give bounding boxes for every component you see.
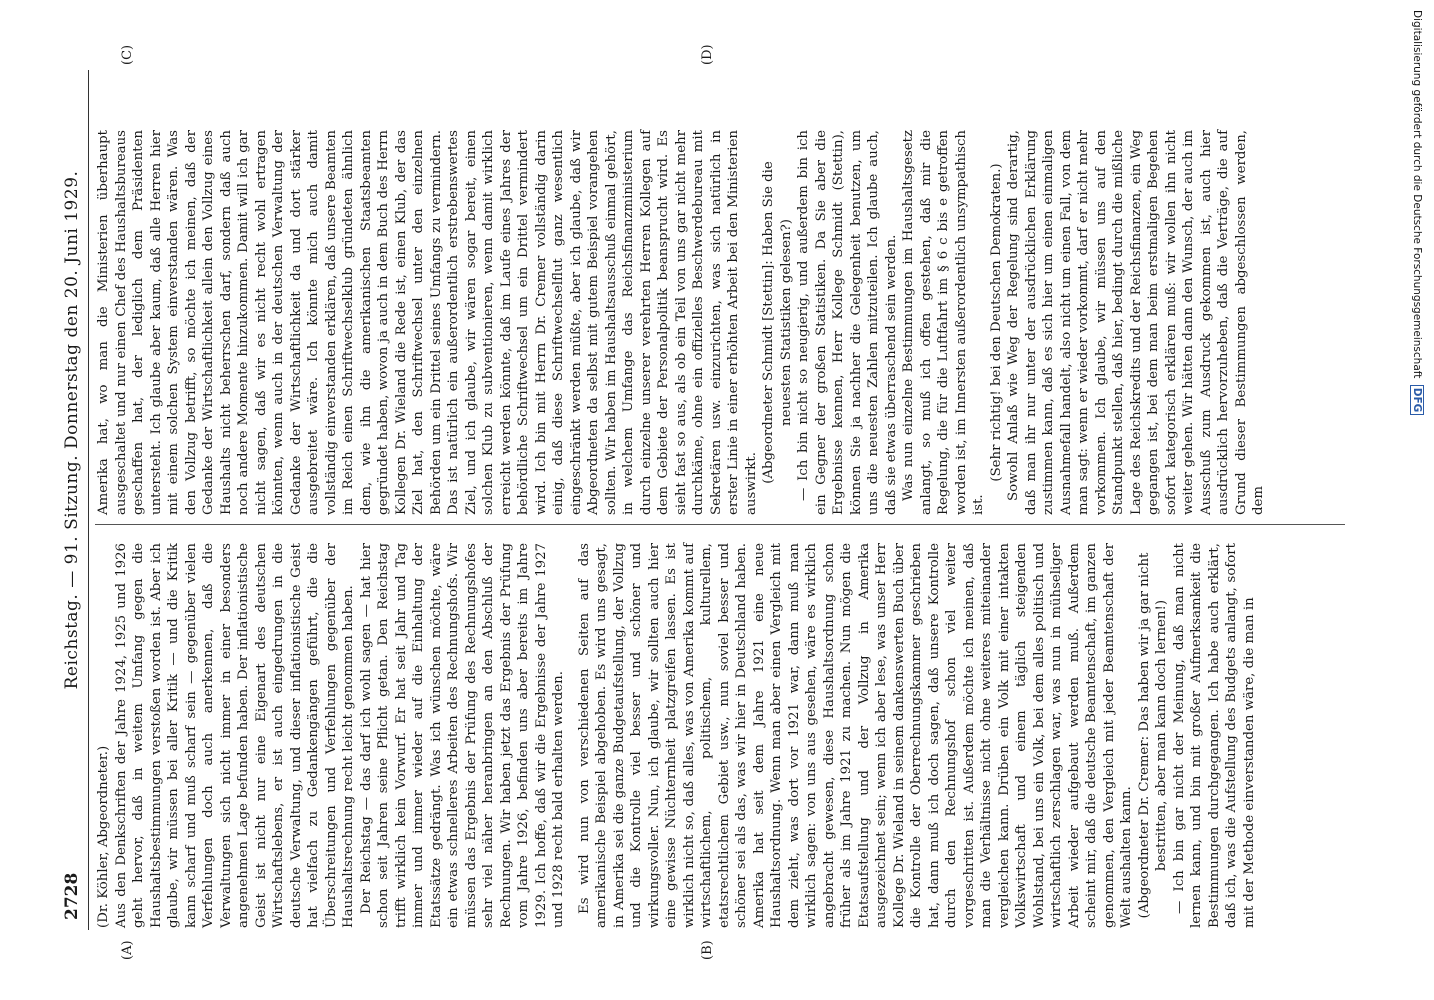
credit-text: Digitalisierung gefördert durch die Deutsche Forschungsgemeinschaft: [1411, 10, 1423, 379]
margin-marker-d: (D): [700, 44, 715, 65]
left-text-column: [95, 543, 1258, 928]
paragraph: (Sehr richtig! bei den Deutschen Demokraten.): [988, 163, 1004, 482]
dfg-logo: DFG: [1410, 385, 1424, 416]
paragraph: Sowohl Anlaß wie Weg der Regelung sind derartig, daß man ihr nur unter der ausdrücklichen Erklärung zustimmen kann, daß es sich hier um einen einmaligen Ausnahmefall handelt, also nicht um einen Fall, von dem man sagt: wenn er wieder vorkommt, darf er nicht mehr vorkommen. Ich glaube, wir müssen uns auf den Standpunkt stellen, daß hier, bedingt durch die mißliche Lage des Reichskredits und der Reichsfinanzen, ein Weg gegangen ist, bei dem man beim erstmaligen Begehen sofort kategorisch erklären muß: wir wollen ihn nicht weiter gehen. Wir hätten dann den Wunsch, der auch im Ausschuß zum Ausdruck gekommen ist, auch hier ausdrücklich hervorzuheben, daß die Verträge, die auf Grund dieser Bestimmungen abgeschlossen werden, dem: [1006, 130, 1266, 515]
paragraph: Was nun einzelne Bestimmungen im Haushaltsgesetz anlangt, so muß ich offen gestehen, daß mir die Regelung, die für die Luftfahrt im § 6 c bis e getroffen worden ist, im Innersten außerordentlich unsympathisch ist.: [901, 130, 986, 515]
paragraph: — Ich bin gar nicht der Meinung, daß man nicht lernen kann, und bin mit großer Aufmerksamkeit die Bestimmungen durchgegangen. Ich habe auch erklärt, daß ich, was die Aufstellung des Budgets anlangt, sofort mit der Methode einverstanden wäre, die man in: [1171, 543, 1257, 928]
margin-marker-c: (C): [120, 44, 135, 65]
column-divider: [95, 524, 1345, 525]
margin-marker-b: (B): [700, 940, 715, 960]
paragraph: Aus den Denkschriften der Jahre 1924, 1925 und 1926 geht hervor, daß in weitem Umfang gegen die Haushaltsbestimmungen verstoßen worden ist. Aber ich glaube, wir müssen bei aller Kritik — und die Kritik kann scharf und muß scharf sein — gegenüber vielen Verfehlungen doch auch anerkennen, daß die Verwaltungen sich nicht immer in einer besonders angenehmen Lage befunden haben. Der inflationistische Geist ist nicht nur eine Eigenart des deutschen Wirtschaftslebens, er ist auch eingedrungen in die deutsche Verwaltung, und dieser inflationistische Geist hat vielfach zu Gedankengängen geführt, die die Überschreitungen und Verfehlungen gegenüber der Haushaltsrechnung recht leicht genommen haben.: [113, 543, 356, 928]
paragraph: (Abgeordneter Schmidt [Stettin]: Haben Sie die neuesten Statistiken gelesen?): [761, 161, 794, 484]
paragraph: (Abgeordneter Dr. Cremer: Das haben wir ja gar nicht bestritten, aber man kann doch lernen!): [1136, 552, 1169, 919]
paragraph: (Dr. Köhler, Abgeordneter.): [96, 745, 111, 928]
paragraph: — Ich bin nicht so neugierig, und außerdem bin ich ein Gegner der großen Statistiken. Da Sie aber die Ergebnisse kennen, Herr Kollege Schmidt (Stettin), können Sie ja nachher die Gelegenheit benutzen, um uns die neuesten Zahlen mitzuteilen. Ich glaube auch, daß sie etwas überraschend sein werden.: [796, 130, 899, 515]
digitization-credit: [1410, 10, 1424, 415]
page-header: [62, 0, 86, 980]
right-text-column: [95, 130, 1268, 515]
paragraph: Der Reichstag — das darf ich wohl sagen — hat hier schon seit Jahren seine Pflicht getan. Den Reichstag trifft wirklich kein Vorwurf. Er hat seit Jahr und Tag immer und immer wieder auf die Einhaltung der Etatssätze gedrängt. Was ich wünschen möchte, wäre ein etwas schnelleres Arbeiten des Rechnungshofs. Wir müssen das Ergebnis der Prüfung des Rechnungshofes sehr viel näher heranbringen an den Abschluß der Rechnungen. Wir haben jetzt das Ergebnis der Prüfung vom Jahre 1926, befinden uns aber bereits im Jahre 1929. Ich hoffe, daß wir die Ergebnisse der Jahre 1927 und 1928 recht bald erhalten werden.: [358, 543, 566, 928]
header-rule: [88, 70, 89, 930]
paragraph: Es wird nun von verschiedenen Seiten auf das amerikanische Beispiel abgehoben. Es wird uns gesagt, in Amerika sei die ganze Budgetaufstellung, der Vollzug und die Kontrolle viel besser und schöner und wirkungsvoller. Nun, ich glaube, wir sollten auch hier eine gewisse Nüchternheit platzgreifen lassen. Es ist wirklich nicht so, daß alles, was von Amerika kommt auf wirtschaftlichem, politischem, kulturellem, etatsrechtlichem Gebiet usw., nun soviel besser und schöner sei als das, was wir hier in Deutschland haben. Amerika hat seit dem Jahre 1921 eine neue Haushaltsordnung. Wenn man aber einen Vergleich mit dem zieht, was dort vor 1921 war, dann muß man wirklich sagen: von uns aus gesehen, wäre es wirklich angebracht gewesen, diese Haushaltsordnung schon früher als im Jahre 1921 zu machen. Nun mögen die Etatsaufstellung und der Vollzug in Amerika ausgezeichnet sein; wenn ich aber lese, was unser Herr Kollege Dr. Wieland in seinem dankenswerten Buch über die Kontrolle der Oberrechnungskammer geschrieben hat, dann muß ich doch sagen, daß unsere Kontrolle durch den Rechnungshof schon viel weiter vorgeschritten ist. Außerdem möchte ich meinen, daß man die Verhältnisse nicht ohne weiteres miteinander vergleichen kann. Drüben ein Volk mit einer intakten Volkswirtschaft und einem täglich steigenden Wohlstand, bei uns ein Volk, bei dem alles politisch und wirtschaftlich zerschlagen war, was nun in mühseliger Arbeit wieder aufgebaut werden muß. Außerdem scheint mir, daß die deutsche Beamtenschaft, im ganzen genommen, den Vergleich mit jeder Beamtenschaft der Welt aushalten kann.: [576, 543, 1134, 928]
margin-marker-a: (A): [120, 940, 135, 960]
page-number: 2728: [62, 872, 82, 920]
running-head: Reichstag. — 91. Sitzung. Donnerstag den 20. Juni 1929.: [62, 170, 82, 690]
paragraph: Amerika hat, wo man die Ministerien überhaupt ausgeschaltet und nur einen Chef des Haushaltsbureaus geschaffen hat, der lediglich dem Präsidenten untersteht. Ich glaube aber kaum, daß alle Herren hier mit einem solchen System einverstanden wären. Was den Vollzug betrifft, so möchte ich meinen, daß der Gedanke der Wirtschaftlichkeit allein den Vollzug eines Haushalts nicht beherrschen darf, sondern daß auch noch andere Momente hinzukommen. Damit will ich gar nicht sagen, daß wir es nicht recht wohl ertragen könnten, wenn auch in der deutschen Verwaltung der Gedanke der Wirtschaftlichkeit da und dort stärker ausgebreitet wäre. Ich könnte mich auch damit vollständig einverstanden erklären, daß unsere Beamten im Reich einen Schriftwechselklub gründeten ähnlich dem, wie ihn die amerikanischen Staatsbeamten gegründet haben, wovon ja auch in dem Buch des Herrn Kollegen Dr. Wieland die Rede ist, einen Klub, der das Ziel hat, den Schriftwechsel unter den einzelnen Behörden um ein Drittel seines Umfangs zu vermindern. Das ist natürlich ein außerordentlich erstrebenswertes Ziel, und ich glaube, wir wären sogar bereit, einen solchen Klub zu subventionieren, wenn damit wirklich erreicht werden könnte, daß im Laufe eines Jahres der behördliche Schriftwechsel um ein Drittel vermindert wird. Ich bin mit Herrn Dr. Cremer vollständig darin einig, daß diese Schriftwechselflut ganz wesentlich eingeschränkt werden müßte, aber ich glaube, daß wir Abgeordneten da selbst mit gutem Beispiel vorangehen sollten. Wir haben im Haushaltsausschuß einmal gehört, in welchem Umfange das Reichsfinanzministerium durch einzelne unserer verehrten Herren Kollegen auf dem Gebiete der Personalpolitik beansprucht wird. Es sieht fast so aus, als ob ein Teil von uns gar nicht mehr durchkäme, ohne ein offizielles Beschwerdebureau mit Sekretären usw. einzurichten, was sich natürlich in erster Linie in einer erhöhten Arbeit bei den Ministerien auswirkt.: [96, 130, 759, 515]
paragraph-gap: [568, 543, 576, 928]
